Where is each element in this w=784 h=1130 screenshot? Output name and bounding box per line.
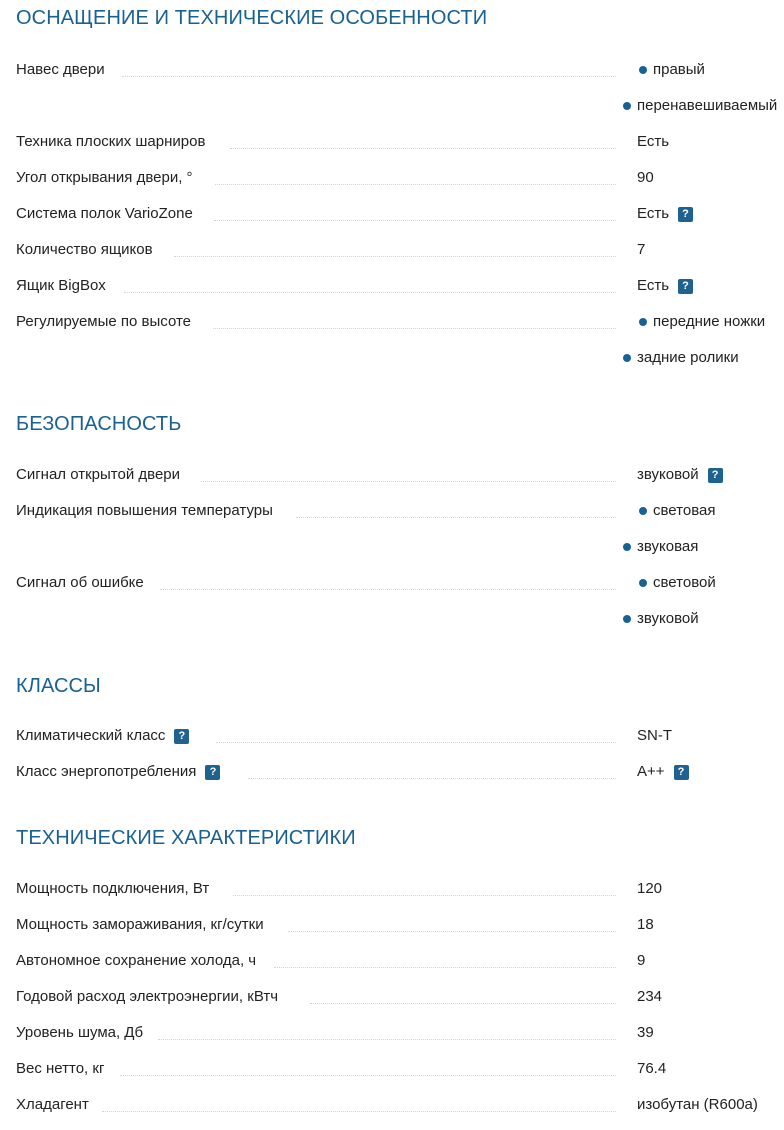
help-icon[interactable]: ? — [708, 468, 723, 483]
spec-value: 90 — [637, 169, 654, 186]
dotted-leader — [230, 148, 616, 149]
spec-value: 76.4 — [637, 1060, 667, 1077]
bullet-dot-icon — [623, 615, 631, 623]
section-title-classes: КЛАССЫ — [16, 675, 101, 697]
spec-value-text: Есть — [637, 277, 670, 294]
spec-label: Навес двери — [16, 61, 105, 78]
dotted-leader — [102, 1111, 616, 1112]
spec-label: Техника плоских шарниров — [16, 133, 206, 150]
dotted-leader — [174, 256, 616, 257]
spec-value — [637, 570, 716, 606]
spec-label: Годовой расход электроэнергии, кВтч — [16, 988, 279, 1005]
help-icon[interactable]: ? — [174, 729, 189, 744]
spec-label: Система полок VarioZone — [16, 205, 193, 222]
dotted-leader — [213, 328, 616, 329]
bullet-dot-icon — [623, 543, 631, 551]
dotted-leader — [216, 742, 616, 743]
spec-row-temp-indication — [16, 498, 784, 534]
dotted-leader — [288, 931, 616, 932]
spec-value — [637, 462, 723, 498]
spec-row-consumption — [16, 984, 784, 1020]
spec-value-text: правый — [653, 61, 705, 78]
spec-value: 7 — [637, 241, 646, 258]
spec-value-text: звуковая — [637, 538, 699, 555]
spec-value: SN-T — [637, 727, 672, 744]
spec-label: Хладагент — [16, 1096, 89, 1113]
spec-value: 9 — [637, 952, 646, 969]
spec-value-text: световой — [653, 574, 716, 591]
spec-value — [637, 201, 693, 237]
spec-row-power — [16, 876, 784, 912]
spec-row-flat-hinges — [16, 129, 784, 165]
spec-value-text: A++ — [637, 763, 665, 780]
spec-row-climate-class — [16, 723, 784, 759]
spec-label: Сигнал об ошибке — [16, 574, 144, 591]
spec-value-text: передние ножки — [653, 313, 766, 330]
bullet-dot-icon — [639, 66, 647, 74]
spec-row-weight — [16, 1056, 784, 1092]
spec-row-variozone — [16, 201, 784, 237]
spec-value-text: звуковой — [637, 466, 699, 483]
spec-value-extra — [621, 93, 777, 129]
spec-row-energy-class — [16, 759, 784, 795]
bullet-dot-icon — [623, 354, 631, 362]
spec-label: Регулируемые по высоте — [16, 313, 192, 330]
spec-label: Индикация повышения температуры — [16, 502, 273, 519]
spec-row-door-hinge — [16, 57, 784, 93]
spec-row-adjustable — [16, 309, 784, 345]
spec-label-text: Климатический класс — [16, 727, 166, 744]
spec-label — [16, 723, 189, 759]
spec-value-text: Есть — [637, 205, 670, 222]
dotted-leader — [201, 481, 616, 482]
dotted-leader — [122, 76, 616, 77]
dotted-leader — [248, 778, 616, 779]
spec-value-text: световая — [653, 502, 716, 519]
spec-value-extra — [621, 534, 698, 570]
spec-value-text: задние ролики — [637, 349, 739, 366]
spec-value: Есть — [637, 133, 670, 150]
help-icon[interactable]: ? — [678, 207, 693, 222]
spec-label: Вес нетто, кг — [16, 1060, 105, 1077]
spec-value — [637, 498, 715, 534]
dotted-leader — [214, 220, 616, 221]
dotted-leader — [124, 292, 616, 293]
spec-label: Мощность замораживания, кг/сутки — [16, 916, 264, 933]
spec-label — [16, 759, 220, 795]
spec-value-text: перенавешиваемый — [637, 97, 778, 114]
dotted-leader — [215, 184, 616, 185]
bullet-dot-icon — [639, 579, 647, 587]
help-icon[interactable]: ? — [205, 765, 220, 780]
help-icon[interactable]: ? — [678, 279, 693, 294]
spec-row-freezing — [16, 912, 784, 948]
spec-row-drawers — [16, 237, 784, 273]
spec-value: 39 — [637, 1024, 654, 1041]
section-title-specs: ТЕХНИЧЕСКИЕ ХАРАКТЕРИСТИКИ — [16, 827, 356, 849]
spec-row-noise — [16, 1020, 784, 1056]
spec-label: Мощность подключения, Вт — [16, 880, 210, 897]
spec-value-extra — [621, 345, 739, 381]
dotted-leader — [274, 967, 616, 968]
spec-row-error-signal — [16, 570, 784, 606]
spec-row-autonomy — [16, 948, 784, 984]
spec-value: 18 — [637, 916, 654, 933]
spec-value: 234 — [637, 988, 663, 1005]
spec-row-door-signal — [16, 462, 784, 498]
spec-label: Угол открывания двери, ° — [16, 169, 193, 186]
spec-value — [637, 759, 689, 795]
dotted-leader — [120, 1075, 616, 1076]
spec-value-text: звуковой — [637, 610, 699, 627]
section-title-safety: БЕЗОПАСНОСТЬ — [16, 413, 182, 435]
spec-label: Количество ящиков — [16, 241, 153, 258]
spec-value: изобутан (R600a) — [637, 1096, 758, 1113]
dotted-leader — [296, 517, 616, 518]
spec-value: 120 — [637, 880, 663, 897]
spec-row-refrigerant — [16, 1092, 784, 1128]
dotted-leader — [233, 895, 616, 896]
spec-label: Автономное сохранение холода, ч — [16, 952, 257, 969]
spec-value — [637, 309, 765, 345]
dotted-leader — [160, 589, 616, 590]
spec-value — [637, 273, 693, 309]
dotted-leader — [310, 1003, 616, 1004]
section-title-equipment: ОСНАЩЕНИЕ И ТЕХНИЧЕСКИЕ ОСОБЕННОСТИ — [16, 7, 488, 29]
spec-row-door-angle — [16, 165, 784, 201]
spec-label: Уровень шума, Дб — [16, 1024, 144, 1041]
spec-row-bigbox — [16, 273, 784, 309]
help-icon[interactable]: ? — [674, 765, 689, 780]
spec-label-text: Класс энергопотребления — [16, 763, 197, 780]
bullet-dot-icon — [639, 507, 647, 515]
dotted-leader — [158, 1039, 616, 1040]
spec-label: Ящик BigBox — [16, 277, 106, 294]
bullet-dot-icon — [623, 102, 631, 110]
spec-label: Сигнал открытой двери — [16, 466, 181, 483]
spec-value — [637, 57, 705, 93]
spec-value-extra — [621, 606, 699, 642]
bullet-dot-icon — [639, 318, 647, 326]
